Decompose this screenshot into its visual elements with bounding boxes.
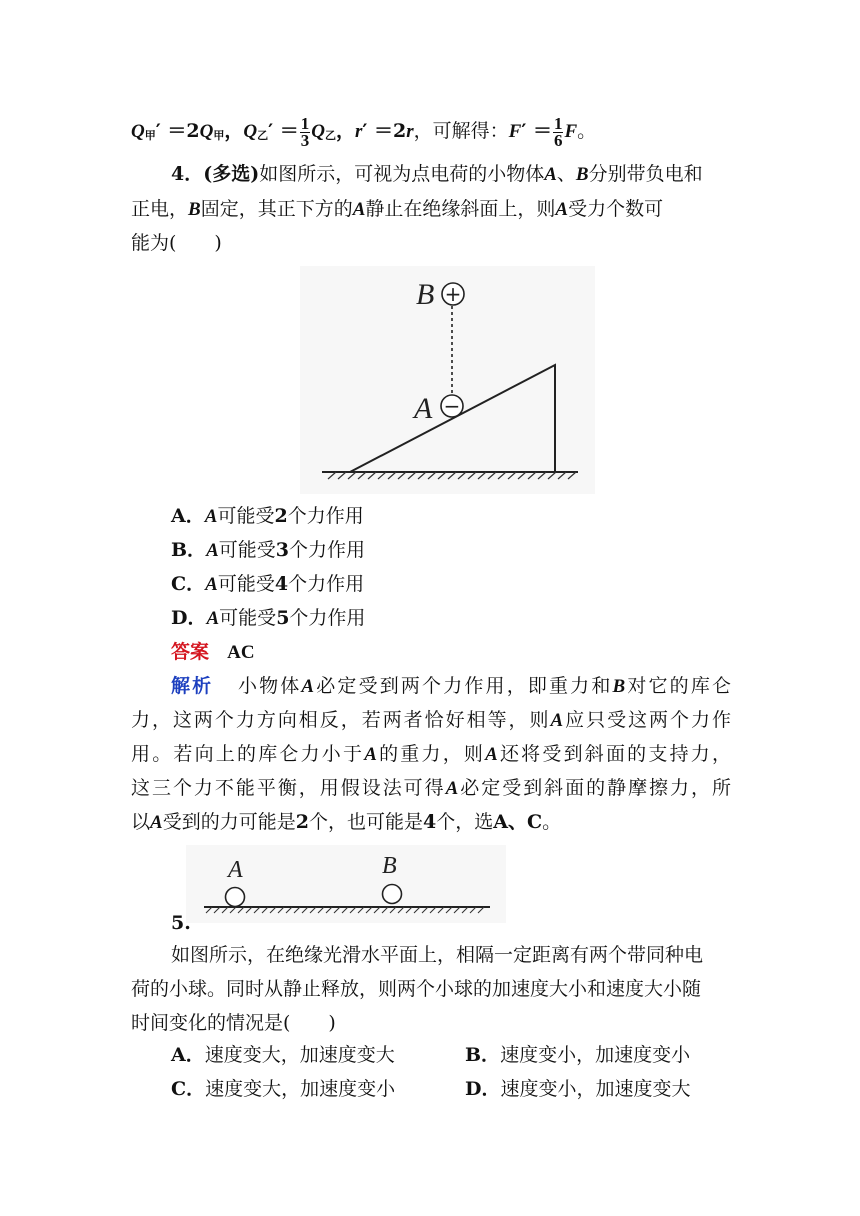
- q4-option-c: [171, 569, 771, 600]
- q4-option-d: [171, 603, 771, 634]
- analysis-text: 还将受到斜面的支持力，: [497, 743, 731, 765]
- q5-number: [171, 908, 231, 938]
- q4-stem-text: 如图所示，可视为点电荷的小物体: [259, 163, 545, 185]
- option-number: 2: [274, 505, 288, 527]
- analysis-text: 。: [542, 811, 562, 833]
- formula-token: F: [508, 121, 522, 142]
- option-letter: C．: [171, 1078, 206, 1100]
- incline-outline: [350, 365, 555, 472]
- option-letter: D．: [171, 607, 207, 629]
- fraction-numerator: 1: [553, 113, 563, 133]
- option-text: 个力作用: [289, 539, 366, 561]
- option-letter: C．: [171, 573, 206, 595]
- fraction-one-sixth: [553, 113, 564, 150]
- q4-stem-text: 静止在绝缘斜面上，则: [365, 198, 556, 220]
- var-B: B: [575, 164, 589, 185]
- q4-answer-line: [171, 637, 771, 668]
- answer-value: AC: [227, 642, 255, 663]
- option-text: 速度变大，加速度变小: [205, 1078, 396, 1100]
- ground-hatching: [328, 472, 576, 479]
- two-balls-diagram: [186, 845, 506, 923]
- option-subject: A: [206, 540, 219, 561]
- minus-sign: −: [443, 394, 461, 418]
- var-A: A: [550, 710, 564, 731]
- var-A: A: [544, 164, 557, 185]
- option-subject: A: [206, 608, 220, 629]
- q5-option-c: [171, 1074, 451, 1104]
- formula-token: r: [354, 121, 363, 142]
- option-number: 5: [276, 607, 290, 629]
- analysis-line-2: [131, 705, 731, 736]
- q5-stem-line-1: [171, 940, 731, 970]
- analysis-choice: A、C: [493, 811, 543, 833]
- analysis-text: 个，选: [436, 811, 494, 833]
- analysis-text: 必定受到两个力作用，即重力和: [314, 675, 613, 697]
- ball-A: [226, 888, 245, 907]
- formula-subscript: 甲: [213, 129, 225, 142]
- prev-formula-line: [131, 113, 731, 154]
- analysis-line-4: [131, 773, 731, 804]
- option-number: 4: [274, 573, 289, 595]
- analysis-text: 力，这两个力方向相反，若两者恰好相等，则: [131, 709, 551, 731]
- var-A: A: [485, 744, 498, 765]
- option-text: 速度变大，加速度变大: [204, 1044, 395, 1066]
- option-letter: A．: [171, 505, 205, 527]
- option-letter: B．: [465, 1044, 501, 1066]
- formula-token: ′ ＝: [268, 120, 299, 142]
- q4-option-b: [171, 535, 771, 566]
- q5-stem-text: 时间变化的情况是( ): [131, 1012, 336, 1034]
- analysis-text: 对它的库仑: [625, 675, 731, 697]
- q5-balls-figure: [186, 845, 506, 923]
- analysis-number: 4: [422, 811, 437, 833]
- q4-stem-text: 正电，: [131, 198, 189, 220]
- plus-sign: +: [444, 282, 462, 306]
- q5-stem-line-2: [131, 974, 731, 1004]
- var-B: B: [612, 676, 626, 697]
- formula-token: ′ ＝: [521, 120, 552, 142]
- analysis-text: 这三个力不能平衡，用假设法可得: [131, 777, 446, 799]
- fraction-denominator: 3: [300, 130, 310, 150]
- analysis-number: 2: [295, 811, 309, 833]
- analysis-text: 用。若向上的库仑力小于: [131, 743, 365, 765]
- q4-number: 4．(多选): [171, 163, 260, 185]
- formula-subscript: 乙: [324, 129, 336, 142]
- option-text: 可能受: [219, 607, 277, 629]
- formula-token: Q: [311, 121, 325, 142]
- analysis-text: 受到的力可能是: [162, 811, 296, 833]
- q4-stem-line-1: [171, 159, 731, 190]
- ball-B: [383, 885, 402, 904]
- q4-stem-line-2: [131, 194, 731, 225]
- incline-diagram: [300, 266, 595, 494]
- formula-token: Q: [243, 121, 258, 142]
- formula-token: 。: [577, 120, 597, 142]
- formula-token: Q: [199, 121, 214, 142]
- option-text: 个力作用: [288, 573, 365, 595]
- q5-number-text: 5.: [171, 912, 191, 934]
- analysis-text: 个，也可能是: [308, 811, 423, 833]
- formula-token: Q: [131, 121, 145, 142]
- option-letter: A．: [171, 1044, 205, 1066]
- option-text: 速度变小，加速度变大: [500, 1078, 691, 1100]
- analysis-text: 必定受到斜面的静摩擦力，所: [458, 777, 731, 799]
- q4-stem-text: 固定，其正下方的: [200, 198, 353, 220]
- option-text: 个力作用: [289, 607, 366, 629]
- analysis-text: 的重力，则: [376, 743, 486, 765]
- analysis-line-5: [131, 807, 731, 838]
- option-text: 可能受: [217, 505, 275, 527]
- q5-stem-text: 如图所示，在绝缘光滑水平面上，相隔一定距离有两个带同种电: [171, 944, 704, 966]
- analysis-line-1: [171, 671, 731, 702]
- var-A: A: [364, 744, 377, 765]
- q5-option-b: [465, 1040, 725, 1070]
- q5-stem-text: 荷的小球。同时从静止释放，则两个小球的加速度大小和速度大小随: [131, 978, 702, 1000]
- option-subject: A: [205, 574, 218, 595]
- formula-token: r: [406, 121, 414, 142]
- option-letter: D．: [465, 1078, 501, 1100]
- var-A: A: [301, 676, 315, 697]
- option-text: 速度变小，加速度变小: [500, 1044, 691, 1066]
- option-text: 个力作用: [287, 505, 364, 527]
- option-subject: A: [204, 506, 218, 527]
- q4-stem-line-3: [131, 228, 731, 258]
- label-A: A: [414, 392, 433, 425]
- q4-incline-figure: [300, 266, 595, 494]
- formula-token: ，: [335, 120, 355, 142]
- var-B: B: [188, 199, 201, 220]
- var-A: A: [352, 199, 366, 220]
- q4-option-a: [171, 501, 771, 532]
- formula-subscript: 乙: [257, 129, 269, 142]
- label-A: A: [228, 857, 243, 883]
- formula-token: ′ ＝2: [362, 120, 407, 142]
- fraction-one-third: [300, 113, 311, 150]
- label-B: B: [416, 278, 435, 311]
- analysis-line-3: [131, 739, 731, 770]
- analysis-label: 解析: [171, 675, 214, 697]
- q5-option-a: [171, 1040, 451, 1070]
- option-letter: B．: [171, 539, 207, 561]
- analysis-text: 应只受这两个力作: [563, 709, 731, 731]
- q5-stem-line-3: [131, 1008, 731, 1038]
- q4-stem-text: 能为( ): [131, 232, 222, 254]
- formula-token: ，可解得：: [413, 120, 509, 142]
- analysis-text: 以: [131, 811, 151, 833]
- fraction-numerator: 1: [300, 113, 310, 133]
- option-text: 可能受: [218, 539, 276, 561]
- label-B: B: [382, 853, 397, 879]
- var-A: A: [555, 199, 569, 220]
- q4-stem-text: 、: [556, 163, 576, 185]
- fraction-denominator: 6: [553, 130, 563, 150]
- var-A: A: [445, 778, 459, 799]
- formula-token: ，: [224, 120, 244, 142]
- answer-label: 答案: [171, 641, 210, 663]
- option-text: 可能受: [217, 573, 275, 595]
- formula-token: F: [564, 121, 578, 142]
- formula-subscript: 甲: [144, 129, 156, 142]
- option-number: 3: [275, 539, 289, 561]
- q4-stem-text: 受力个数可: [568, 198, 664, 220]
- q4-stem-text: 分别带负电和: [588, 163, 703, 185]
- analysis-text: 小物体: [237, 675, 302, 697]
- var-A: A: [150, 812, 163, 833]
- formula-token: ′ ＝2: [155, 120, 200, 142]
- q5-option-d: [465, 1074, 725, 1104]
